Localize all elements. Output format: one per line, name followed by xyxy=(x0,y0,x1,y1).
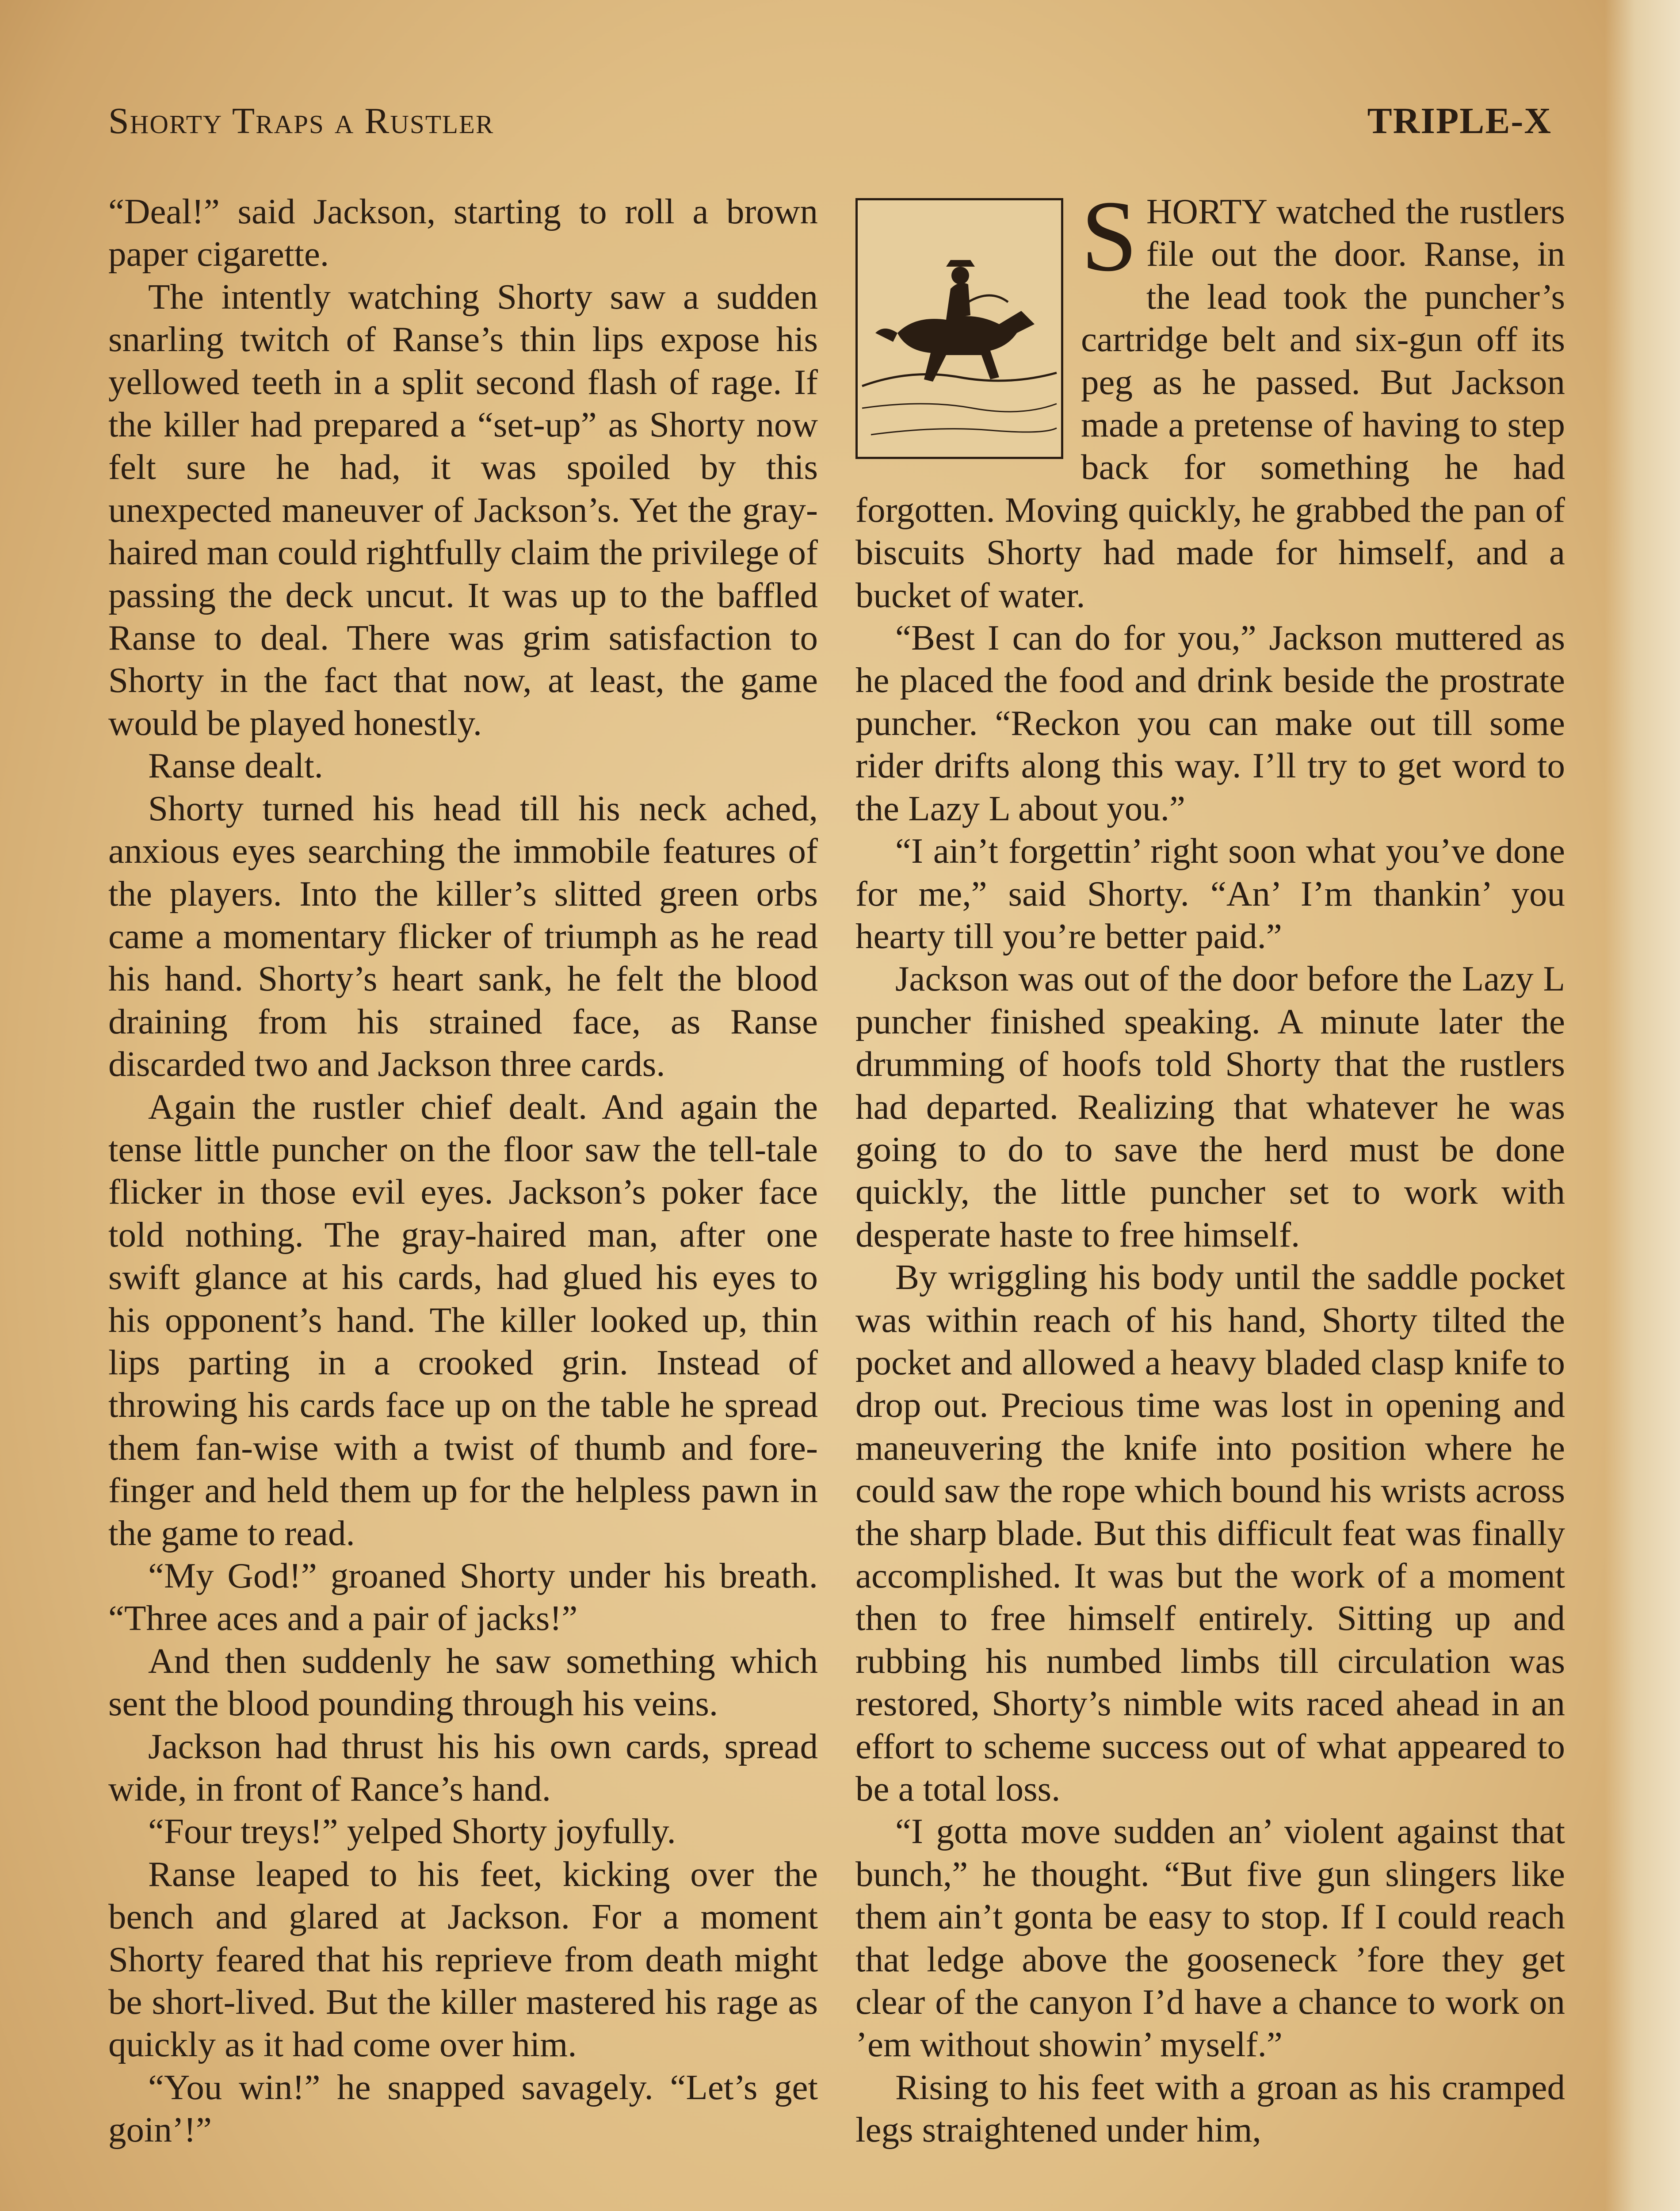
paragraph: “My God!” groaned Shorty under his breath. “Three aces and a pair of jacks!” xyxy=(108,1556,818,1638)
paragraph: Ranse dealt. xyxy=(148,746,323,786)
paragraph: Jackson had thrust his his own cards, spread wide, in front of Rance’s hand. xyxy=(108,1726,818,1809)
running-head-title: Shorty Traps a Rustler xyxy=(108,100,494,142)
paragraph: “You win!” he snapped savagely. “Let’s get goin’!” xyxy=(108,2067,818,2150)
paragraph: And then suddenly he saw something which sent the blood pounding through his veins. xyxy=(108,1641,818,1724)
paragraph: “I gotta move sudden an’ violent against that bunch,” he thought. “But five gun slingers like them ain’t gonta be easy to stop. If I could reach that ledge above the gooseneck ’fore they get clear of the canyon I’d have a chance to work on ’em without showin’ myself.” xyxy=(855,1811,1565,2065)
paragraph: “Best I can do for you,” Jackson muttered as he placed the food and drink beside the prostrate puncher. “Reckon you can make out till some rider drifts along this way. I’ll try to get word to the Lazy L about you.” xyxy=(855,618,1565,828)
page-edge xyxy=(1605,0,1680,2211)
paragraph: “Four treys!” yelped Shorty joyfully. xyxy=(148,1811,676,1851)
drop-cap: S xyxy=(1081,180,1138,292)
paragraph: Jackson was out of the door before the Lazy L puncher finished speaking. A minute later the drumming of hoofs told Shorty that the rustlers had departed. Realizing that whatever he was going to do to save the herd must be done quickly, the little puncher set to work with desperate haste to free himself. xyxy=(855,959,1565,1255)
paragraph: “Deal!” said Jackson, starting to roll a brown paper cigarette. xyxy=(108,191,818,274)
paragraph: Ranse leaped to his feet, kicking over the bench and glared at Jackson. For a moment Shorty feared that his reprieve from death might be short-lived. But the killer mastered his rage as quickly as it had come over him. xyxy=(108,1854,818,2065)
paragraph: “I ain’t forgettin’ right soon what you’ve done for me,” said Shorty. “An’ I’m thankin’ you hearty till you’re better paid.” xyxy=(855,831,1565,956)
paragraph: Shorty turned his head till his neck ached, anxious eyes searching the immobile features of the players. Into the killer’s slitted green orbs came a momentary flicker of triumph as he read his hand. Shorty’s heart sank, he felt the blood draining from his strained face, as Ranse discarded two and Jackson three cards. xyxy=(108,788,818,1084)
right-text-column xyxy=(855,180,1565,2151)
paragraph: By wriggling his body until the saddle pocket was within reach of his hand, Shorty tilted the pocket and allowed a heavy bladed clasp knife to drop out. Precious time was lost in opening and maneuvering the knife into position where he could saw the rope which bound his wrists across the sharp blade. But this difficult feat was finally accomplished. It was but the work of a moment then to free himself entirely. Sitting up and rubbing his numbed limbs till circulation was restored, Shorty’s nimble wits raced ahead in an effort to scheme success out of what appeared to be a total loss. xyxy=(855,1257,1565,1809)
paragraph: Rising to his feet with a groan as his cramped legs straightened under him, xyxy=(855,2067,1565,2150)
horse-rider-drawing xyxy=(858,200,1061,457)
running-head-magazine: TRIPLE-X xyxy=(1367,100,1552,142)
paragraph: Again the rustler chief dealt. And again the tense little puncher on the floor saw the tell-tale flicker in those evil eyes. Jackson’s poker face told nothing. The gray-haired man, after one swift glance at his cards, had glued his eyes to his opponent’s hand. The killer looked up, thin lips parting in a crooked grin. Instead of throwing his cards face up on the table he spread them fan-wise with a twist of thumb and fore-finger and held them up for the helpless pawn in the game to read. xyxy=(108,1086,818,1553)
left-text-column xyxy=(108,190,818,2151)
paragraph-text: HORTY watched the rustlers file out the door. Ranse, in the lead took the puncher’s cartridge belt and six-gun off its peg as he passed. But Jackson made a pretense of having to step back for something he had forgotten. Moving quickly, he grabbed the pan of biscuits Shorty had made for himself, and a bucket of water. xyxy=(855,191,1565,615)
horse-rider-illustration xyxy=(855,198,1063,459)
paragraph: The intently watching Shorty saw a sudden snarling twitch of Ranse’s thin lips expose his yellowed teeth in a split second flash of rage. If the killer had prepared a “set-up” as Shorty now felt sure he had, it was spoiled by this unexpected maneuver of Jackson’s. Yet the gray-haired man could rightfully claim the privilege of passing the deck uncut. It was up to the baffled Ranse to deal. There was grim satisfaction to Shorty in the fact that now, at least, the game would be played honestly. xyxy=(108,276,818,743)
